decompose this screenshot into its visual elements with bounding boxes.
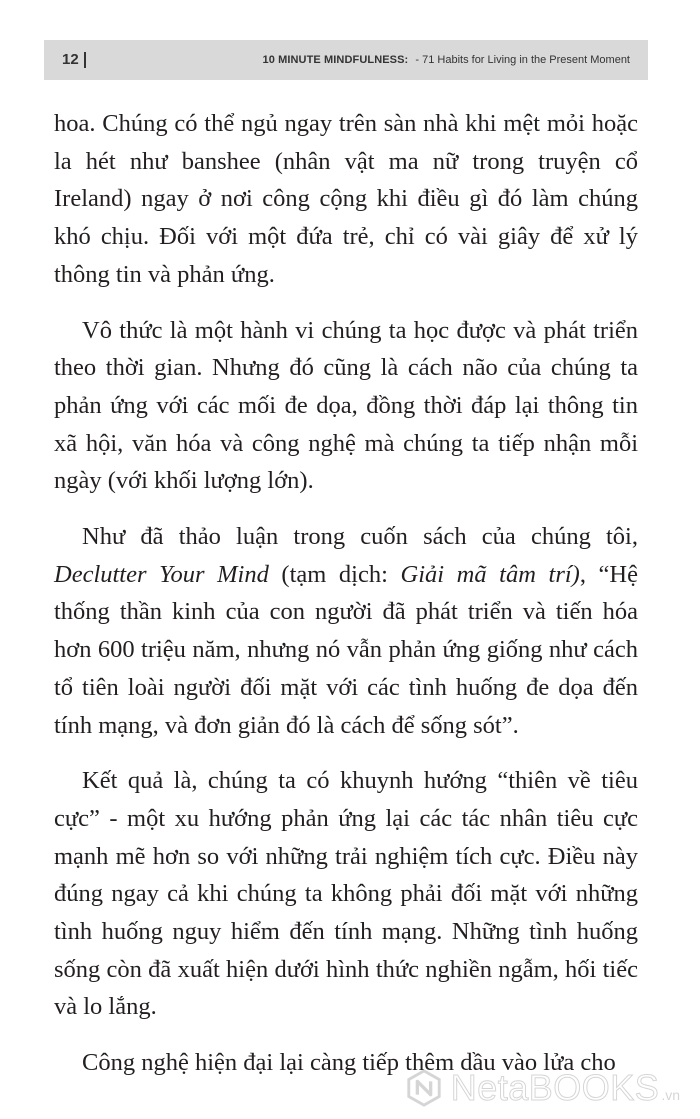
page-number: 12 <box>62 51 79 68</box>
netabooks-logo-icon <box>405 1069 443 1107</box>
watermark <box>405 1067 680 1109</box>
paragraph <box>54 312 638 501</box>
header-divider <box>84 52 86 68</box>
paragraph <box>54 518 638 744</box>
book-title: 10 MINUTE MINDFULNESS: <box>262 54 409 66</box>
running-header <box>44 40 648 80</box>
text-segment: hoa. Chúng có thể ngủ ngay trên sàn nhà khi mệt mỏi hoặc la hét như banshee (nhân vật ma nữ trong truyện cổ Ireland) ngay ở nơi công cộng khi điều gì đó làm chúng khó chịu. Đối với một đứa trẻ, chỉ có vài giây để xử lý thông tin và phản ứng. <box>54 110 638 288</box>
watermark-text: NetaBOOKS <box>450 1067 660 1108</box>
paragraph <box>54 762 638 1026</box>
italic-text: Giải mã tâm trí) <box>400 560 580 588</box>
text-segment: Công nghệ hiện đại lại càng tiếp thêm dầu vào lửa cho <box>82 1049 616 1077</box>
book-subtitle: - 71 Habits for Living in the Present Moment <box>415 54 630 66</box>
text-segment: , “Hệ thống thần kinh của con người đã phát triển và tiến hóa hơn 600 triệu năm, nhưng nó vẫn phản ứng giống như cách tổ tiên loài người đối mặt với các tình huống đe dọa đến tính mạng, và đơn giản đó là cách để sống sót”. <box>54 560 638 739</box>
italic-text: Declutter Your Mind <box>54 560 269 588</box>
text-segment: Như đã thảo luận trong cuốn sách của chúng tôi, <box>82 523 638 551</box>
watermark-suffix: .vn <box>661 1087 680 1103</box>
text-segment: Kết quả là, chúng ta có khuynh hướng “thiên về tiêu cực” - một xu hướng phản ứng lại các tác nhân tiêu cực mạnh mẽ hơn so với những trải nghiệm tích cực. Điều này đúng ngay cả khi chúng ta không phải đối mặt với những tình huống nguy hiểm đến tính mạng. Những tình huống sống còn đã xuất hiện dưới hình thức nghiền ngẫm, hối tiếc và lo lắng. <box>54 767 638 1021</box>
body-text <box>54 105 638 1082</box>
paragraph <box>54 105 638 294</box>
text-segment: Vô thức là một hành vi chúng ta học được và phát triển theo thời gian. Nhưng đó cũng là cách não của chúng ta phản ứng với các mối đe dọa, đồng thời đáp lại thông tin xã hội, văn hóa và công nghệ mà chúng ta tiếp nhận mỗi ngày (với khối lượng lớn). <box>54 316 638 495</box>
text-segment: (tạm dịch: <box>268 560 401 588</box>
running-head <box>263 40 631 80</box>
